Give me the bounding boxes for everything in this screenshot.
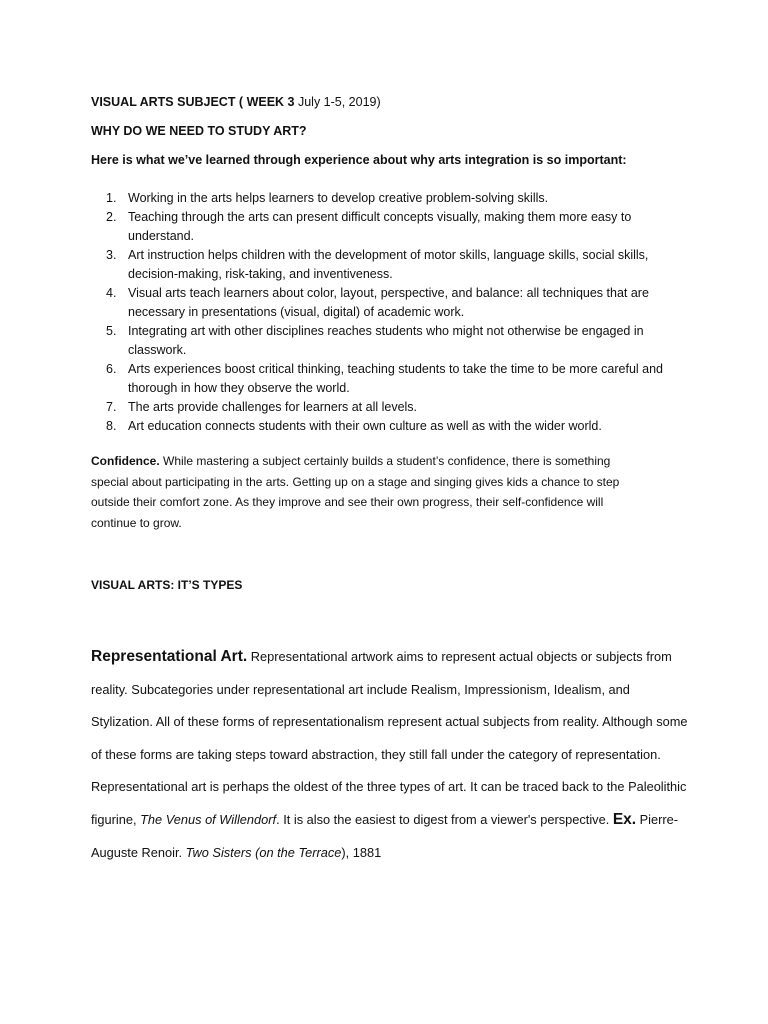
list-item [91,208,698,246]
representational-heading: Representational Art. [91,648,248,665]
list-text: Working in the arts helps learners to develop creative problem-solving skills. [128,191,549,205]
list-item [91,284,698,322]
list-text: Integrating art with other disciplines reaches students who might not otherwise be engaged in classwork. [128,324,644,357]
list-number: 1. [106,191,117,205]
page-title [91,95,381,109]
title-date: July 1-5, 2019) [294,95,381,109]
list-number: 2. [106,210,117,224]
list-number: 7. [106,400,117,414]
example-artwork-title: Two Sisters (on the Terrace [185,844,342,860]
list-number: 3. [106,248,117,262]
list-text: Teaching through the arts can present difficult concepts visually, making them more easy to understand. [128,210,632,243]
list-number: 5. [106,324,117,338]
list-text: Art education connects students with their own culture as well as with the wider world. [128,419,602,433]
types-heading: VISUAL ARTS: IT’S TYPES [91,578,243,592]
representational-text-cont: . It is also the easiest to digest from a viewer's perspective. [276,811,613,827]
confidence-label: Confidence. [91,454,160,468]
list-item [91,189,698,208]
list-number: 4. [106,286,117,300]
list-item [91,360,698,398]
section-question: WHY DO WE NEED TO STUDY ART? [91,124,307,138]
venus-title: The Venus of Willendorf [140,811,277,827]
list-item [91,246,698,284]
list-text: Arts experiences boost critical thinking, teaching students to take the time to be more careful and thorough in how they observe the world. [128,362,664,395]
list-text: Art instruction helps children with the development of motor skills, language skills, social skills, decision-making, risk-taking, and inventiveness. [128,248,649,281]
confidence-paragraph [91,451,651,533]
reasons-list [91,189,691,436]
list-text: The arts provide challenges for learners at all levels. [128,400,418,414]
representational-paragraph [91,641,691,869]
confidence-text: While mastering a subject certainly builds a student’s confidence, there is something special about participating in the arts. Getting up on a stage and singing gives kids a chance to step outside their comfort zone. As they improve and see their own progress, their self-confidence will continue to grow. [91,454,620,530]
representational-text: Representational artwork aims to represent actual objects or subjects from reality. Subcategories under representational art include Realism, Impressionism, Idealism, and Stylization. All of these forms of representationalism represent actual subjects from reality. Although some of these forms are taking steps toward abstraction, they still fall under the category of representation. Representational art is perhaps the oldest of the three types of art. It can be traced back to the Paleolithic figurine, [91,649,688,827]
list-item [91,398,698,417]
example-year: ), 1881 [341,844,382,860]
list-number: 6. [106,362,117,376]
list-number: 8. [106,419,117,433]
example-artist: Pierre-Auguste Renoir. [91,811,679,860]
intro-statement: Here is what we’ve learned through experience about why arts integration is so important: [91,153,627,167]
list-item [91,417,698,436]
example-label: Ex. [612,810,637,828]
list-text: Visual arts teach learners about color, layout, perspective, and balance: all techniques that are necessary in presentations (visual, digital) of academic work. [128,286,649,319]
title-bold: VISUAL ARTS SUBJECT ( WEEK 3 [91,95,295,109]
list-item [91,322,698,360]
